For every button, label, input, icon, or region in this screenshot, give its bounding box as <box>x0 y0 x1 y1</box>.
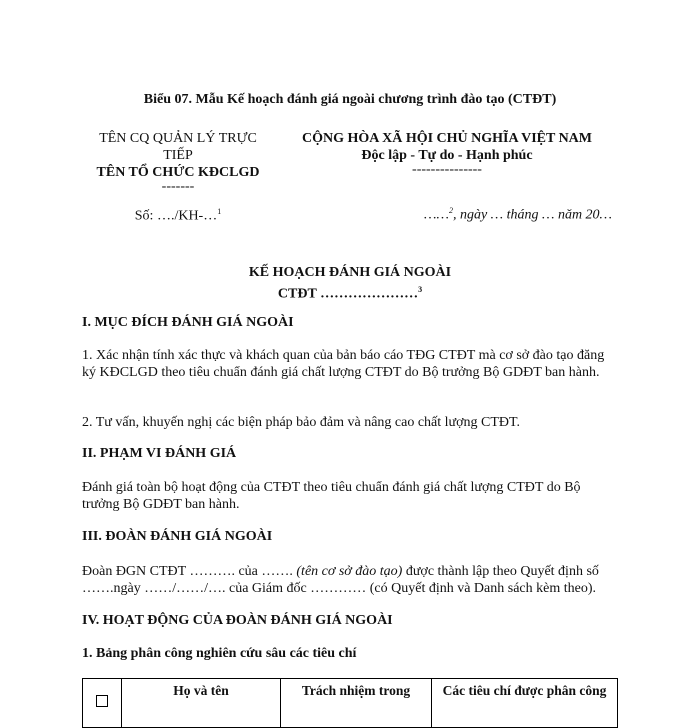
plan-title: KẾ HOẠCH ĐÁNH GIÁ NGOÀI <box>248 265 452 280</box>
national-motto: Độc lập - Tự do - Hạnh phúc <box>361 148 533 163</box>
place-date: ……$^2$, ngày … tháng … năm 20… <box>424 206 612 223</box>
document-heading <box>0 264 700 303</box>
right-divider: --------------- <box>412 162 482 177</box>
document-number: Số: …./KH-…$^1$ <box>134 207 222 224</box>
table-col-1 <box>83 679 122 728</box>
national-title: CỘNG HÒA XÃ HỘI CHỦ NGHĨA VIỆT NAM <box>301 131 592 146</box>
form-title: Biểu 07. Mẫu Kế hoạch đánh giá ngoài chương trình đào tạo (CTĐT) <box>143 92 557 107</box>
header-right <box>282 130 612 224</box>
section-2-heading: II. PHẠM VI ĐÁNH GIÁ <box>82 446 237 461</box>
table-header-row <box>83 679 618 728</box>
section-1-heading: I. MỤC ĐÍCH ĐÁNH GIÁ NGOÀI <box>82 315 294 330</box>
section-4-subheading: 1. Bảng phân công nghiên cứu sâu các tiêu chí <box>82 646 357 661</box>
section-1-paragraph-1: 1. Xác nhận tính xác thực và khách quan của bản báo cáo TĐG CTĐT mà cơ sở đào tạo đăng ký KĐCLGD theo tiêu chuẩn đánh giá chất lượng CTĐT do Bộ trưởng Bộ GDĐT ban hành. <box>82 348 605 380</box>
left-divider: ------- <box>161 179 195 194</box>
table-col-responsibility: Trách nhiệm trong <box>281 679 432 728</box>
agency-line1: TÊN CQ QUẢN LÝ TRỰC <box>99 131 257 146</box>
section-3-heading: III. ĐOÀN ĐÁNH GIÁ NGOÀI <box>82 529 273 544</box>
header-left <box>78 130 278 225</box>
section-3-paragraph: Đoàn ĐGN CTĐT ………. của ……. (tên cơ sở đào tạo) được thành lập theo Quyết định số …….ngày ……/……/…. của Giám đốc ………… (có Quyết định và Danh sách kèm theo). <box>82 564 599 596</box>
section-2-paragraph: Đánh giá toàn bộ hoạt động của CTĐT theo tiêu chuẩn đánh giá chất lượng CTĐT do Bộ trưởng Bộ GDĐT ban hành. <box>82 480 581 512</box>
table-col-criteria: Các tiêu chí được phân công <box>432 679 618 728</box>
program-line: CTĐT …………………$^3$ <box>277 285 423 302</box>
organization-name: TÊN TỔ CHỨC KĐCLGD <box>96 165 260 180</box>
table-col-name: Họ và tên <box>122 679 281 728</box>
assignment-table <box>82 678 618 728</box>
agency-line2: TIẾP <box>163 148 193 163</box>
section-4-heading: IV. HOẠT ĐỘNG CỦA ĐOÀN ĐÁNH GIÁ NGOÀI <box>82 613 393 628</box>
section-1-paragraph-2: 2. Tư vấn, khuyến nghị các biện pháp bảo đảm và nâng cao chất lượng CTĐT. <box>82 415 521 430</box>
